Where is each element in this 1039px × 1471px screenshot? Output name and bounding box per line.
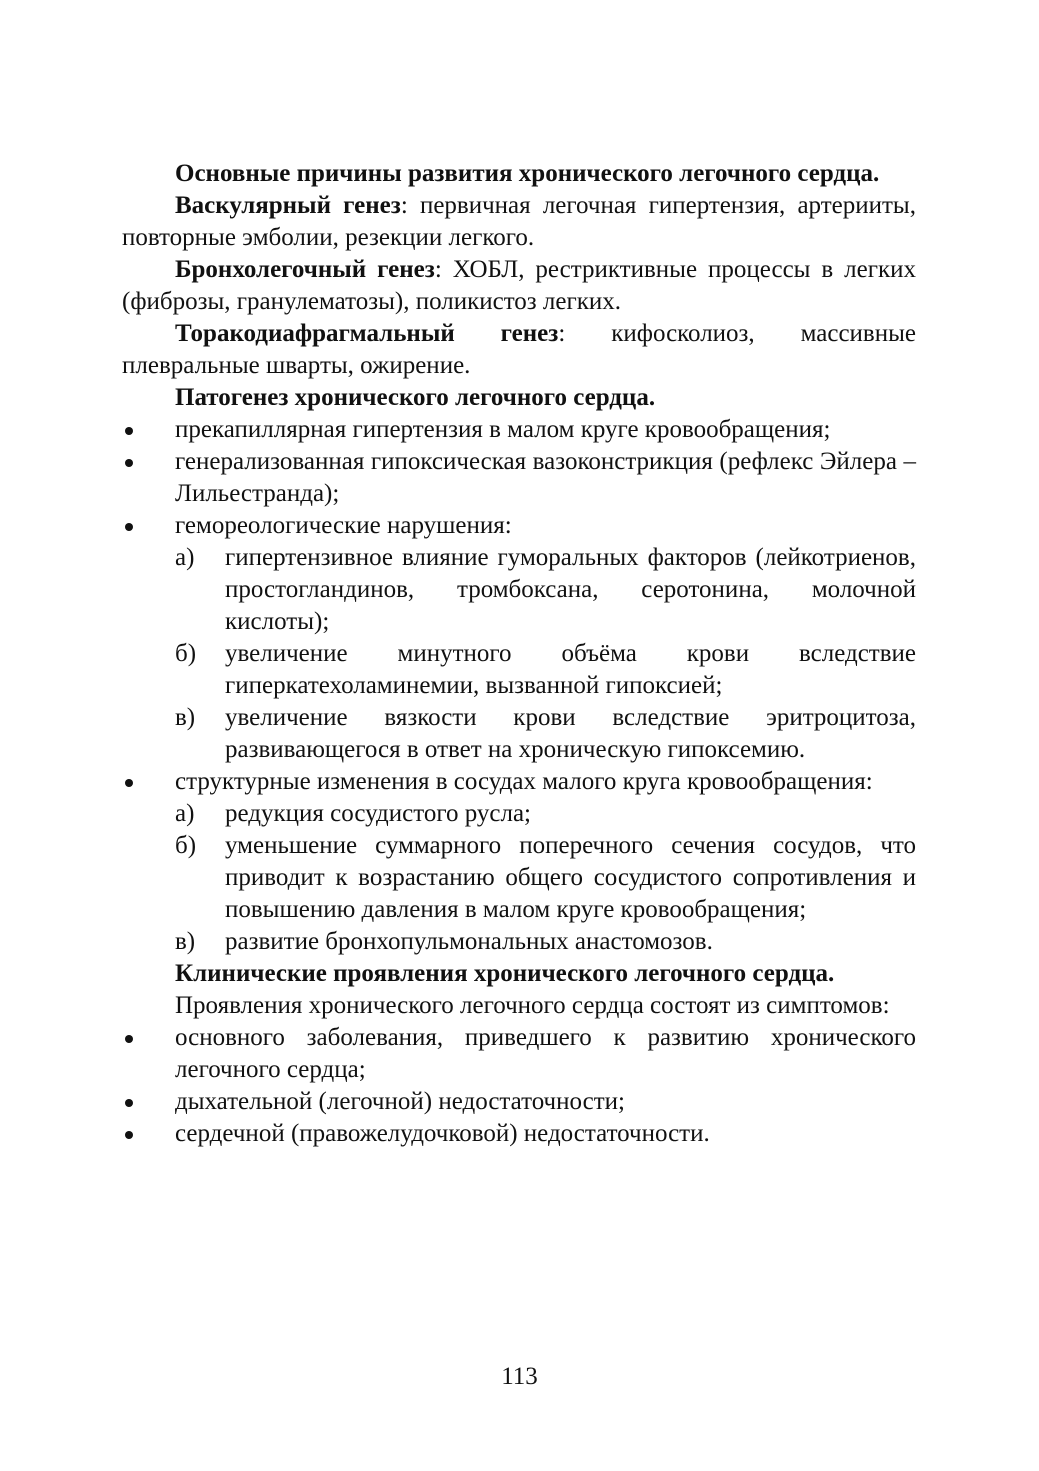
pathogenesis-list <box>122 414 916 958</box>
sublist-item: б) увеличение минутного объёма крови вследствие гиперкатехоламинемии, вызванной гипоксией; <box>175 640 916 699</box>
symptoms-list <box>122 1022 916 1150</box>
list-item: генерализованная гипоксическая вазоконстрикция (рефлекс Эйлера – Лильестранда); <box>122 446 916 510</box>
sublist-item: в) увеличение вязкости крови вследствие эритроцитоза, развивающегося в ответ на хроническую гипоксемию. <box>175 704 916 763</box>
heading-pathogenesis: Патогенез хронического легочного сердца. <box>175 384 656 411</box>
list-item: прекапиллярная гипертензия в малом круге кровообращения; <box>122 414 916 446</box>
heading-clinical: Клинические проявления хронического легочного сердца. <box>175 960 835 987</box>
paragraph-vascular-genesis: Васкулярный генез: первичная легочная гипертензия, артерииты, повторные эмболии, резекции легкого. <box>122 192 916 251</box>
page-body <box>122 158 916 1150</box>
bullet-icon <box>125 523 133 531</box>
heading-causes: Основные причины развития хронического легочного сердца. <box>175 160 880 187</box>
bullet-icon <box>125 1099 133 1107</box>
bullet-icon <box>125 1131 133 1139</box>
list-item: дыхательной (легочной) недостаточности; <box>122 1086 916 1118</box>
bullet-icon <box>125 459 133 467</box>
sublist-item: б) уменьшение суммарного поперечного сечения сосудов, что приводит к возрастанию общего сосудистого сопротивления и повышению давления в малом круге кровообращения; <box>175 832 916 923</box>
bullet-icon <box>125 779 133 787</box>
paragraph-bronchopulmonary-genesis: Бронхолегочный генез: ХОБЛ, рестриктивные процессы в легких (фиброзы, гранулематозы), поликистоз легких. <box>122 256 917 315</box>
list-item: основного заболевания, приведшего к развитию хронического легочного сердца; <box>122 1022 916 1086</box>
bullet-icon <box>125 427 133 435</box>
bullet-icon <box>125 1035 133 1043</box>
list-item: гемореологические нарушения: а) гипертензивное влияние гуморальных факторов (лейкотриенов, простогландинов, тромбоксана, серотонина, молочной кислоты); б) увеличение минутного объёма крови вследствие гиперкатехоламинемии, вызванной гипоксией; в) увеличение вязкости крови вследствие эритроцитоза, развивающегося в ответ на хроническую гипоксемию. <box>122 510 916 766</box>
sublist-hemorheological <box>175 542 916 766</box>
sublist-item: а) гипертензивное влияние гуморальных факторов (лейкотриенов, простогландинов, тромбоксана, серотонина, молочной кислоты); <box>175 544 916 635</box>
list-item: сердечной (правожелудочковой) недостаточности. <box>122 1118 916 1150</box>
sublist-structural <box>175 798 916 958</box>
sublist-item: в) развитие бронхопульмональных анастомозов. <box>175 928 713 955</box>
paragraph-clinical-intro: Проявления хронического легочного сердца состоят из симптомов: <box>175 992 890 1019</box>
page-number: 113 <box>501 1363 538 1390</box>
term-thoracodiaphragmatic: Торакодиафрагмальный генез <box>175 320 559 347</box>
sublist-item: а) редукция сосудистого русла; <box>175 800 532 827</box>
term-vascular: Васкулярный генез <box>175 192 401 219</box>
term-bronchopulmonary: Бронхолегочный генез <box>175 256 435 283</box>
list-item: структурные изменения в сосудах малого круга кровообращения: а) редукция сосудистого русла; б) уменьшение суммарного поперечного сечения сосудов, что приводит к возрастанию общего сосудистого сопротивления и повышению давления в малом круге кровообращения; в) развитие бронхопульмональных анастомозов. <box>122 766 916 958</box>
paragraph-thoracodiaphragmatic-genesis: Торакодиафрагмальный генез: кифосколиоз, массивные плевральные шварты, ожирение. <box>122 320 917 379</box>
